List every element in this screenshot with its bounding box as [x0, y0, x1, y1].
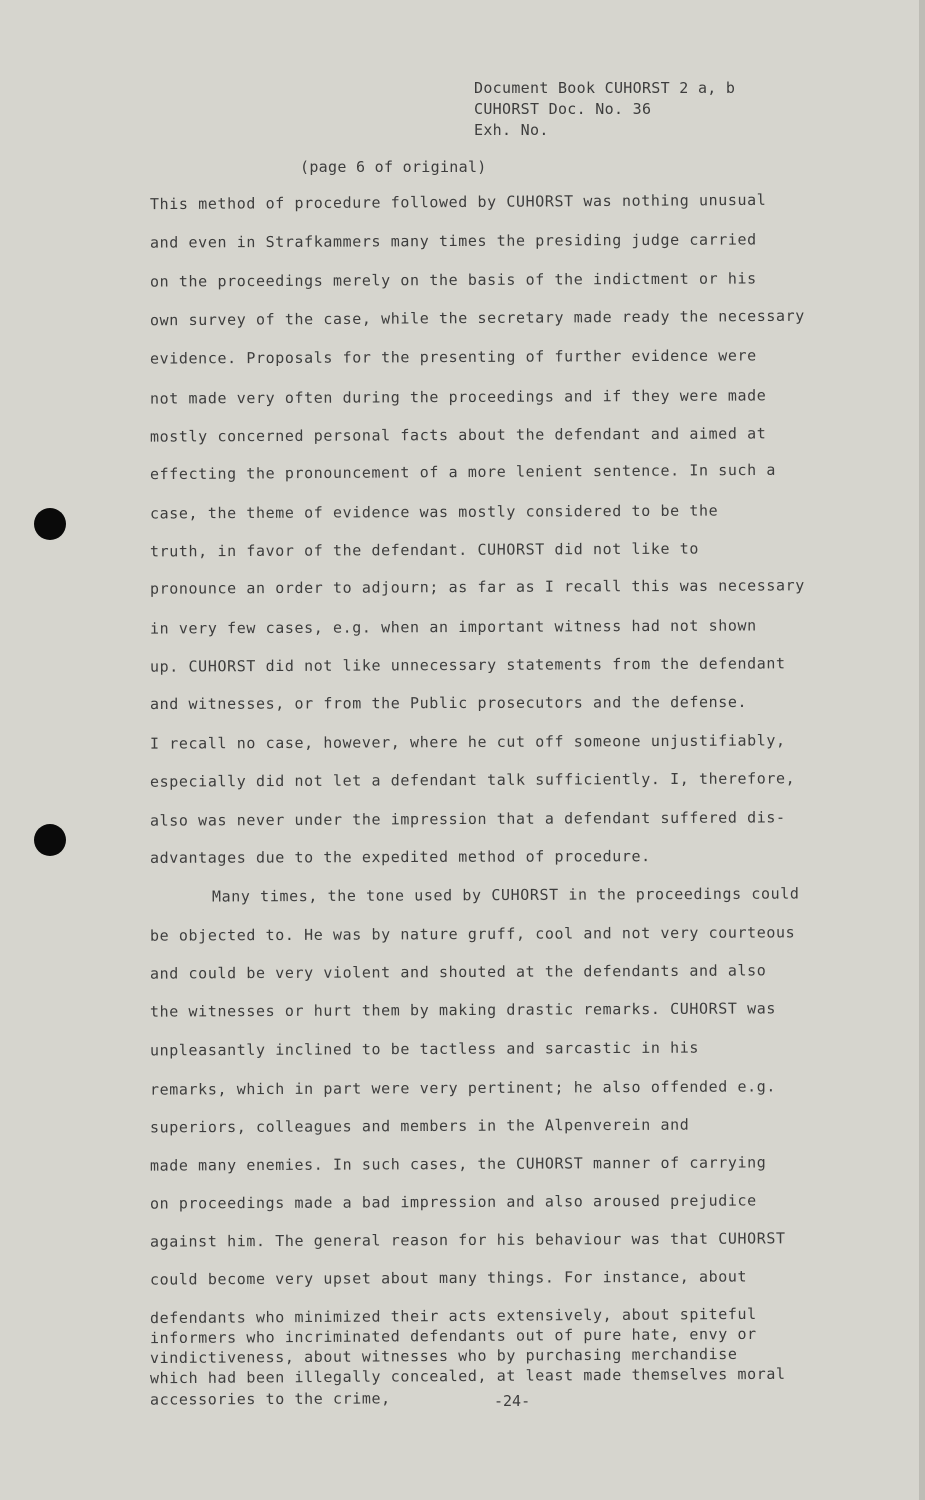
body-line-11: pronounce an order to adjourn; as far as I recall this was necessary [149, 576, 805, 598]
body-line-14: and witnesses, or from the Public prosecutors and the defense. [149, 692, 748, 714]
body-line-23: unpleasantly inclined to be tactless and sarcastic in his [149, 1038, 699, 1060]
body-line-4: own survey of the case, while the secretary made ready the necessary [149, 306, 805, 330]
body-line-25: superiors, colleagues and members in the Alpenverein and [149, 1115, 690, 1137]
body-line-19: Many times, the tone used by CUHORST in the proceedings could [211, 884, 800, 906]
page-edge-shadow [919, 0, 925, 1500]
page-of-original-note: (page 6 of original) [300, 158, 487, 176]
body-line-32: vindictiveness, about witnesses who by purchasing merchandise [149, 1344, 738, 1368]
body-line-31: informers who incriminated defendants out of pure hate, envy or [149, 1324, 757, 1348]
body-line-5: evidence. Proposals for the presenting of further evidence were [149, 346, 757, 368]
body-line-9: case, the theme of evidence was mostly considered to be the [149, 501, 719, 523]
body-line-29: could become very upset about many things. For instance, about [149, 1267, 748, 1289]
body-line-2: and even in Strafkammers many times the presiding judge carried [149, 230, 757, 252]
body-line-6: not made very often during the proceedings and if they were made [149, 386, 767, 408]
body-line-10: truth, in favor of the defendant. CUHORST did not like to [149, 539, 699, 561]
page-number: -24- [494, 1392, 531, 1410]
body-line-1: This method of procedure followed by CUHORST was nothing unusual [149, 190, 767, 214]
body-line-27: on proceedings made a bad impression and also aroused prejudice [149, 1191, 757, 1213]
body-line-18: advantages due to the expedited method of procedure. [149, 847, 651, 867]
body-line-3: on the proceedings merely on the basis of the indictment or his [149, 269, 757, 291]
header-exhibit-number: Exh. No. [474, 121, 549, 139]
header-document-book: Document Book CUHORST 2 a, b [474, 79, 736, 97]
body-line-7: mostly concerned personal facts about the defendant and aimed at [149, 424, 767, 446]
punch-hole-upper [34, 508, 66, 540]
body-line-26: made many enemies. In such cases, the CUHORST manner of carrying [149, 1153, 767, 1175]
body-line-21: and could be very violent and shouted at the defendants and also [149, 961, 767, 983]
body-line-33: which had been illegally concealed, at least made themselves moral [149, 1364, 786, 1388]
body-line-13: up. CUHORST did not like unnecessary statements from the defendant [149, 654, 786, 676]
body-line-24: remarks, which in part were very pertinent; he also offended e.g. [149, 1077, 777, 1099]
body-line-34: accessories to the crime, [149, 1389, 391, 1409]
body-line-16: especially did not let a defendant talk sufficiently. I, therefore, [149, 769, 796, 791]
body-line-30: defendants who minimized their acts extensively, about spiteful [149, 1304, 757, 1328]
header-doc-number: CUHORST Doc. No. 36 [474, 100, 652, 118]
body-line-28: against him. The general reason for his behaviour was that CUHORST [149, 1229, 786, 1251]
body-line-22: the witnesses or hurt them by making drastic remarks. CUHORST was [149, 999, 777, 1021]
body-line-12: in very few cases, e.g. when an important witness had not shown [149, 616, 757, 638]
body-line-15: I recall no case, however, where he cut off someone unjustifiably, [149, 731, 786, 753]
body-line-8: effecting the pronouncement of a more lenient sentence. In such a [149, 460, 777, 484]
body-line-20: be objected to. He was by nature gruff, cool and not very courteous [149, 923, 796, 945]
body-line-17: also was never under the impression that a defendant suffered dis- [149, 808, 786, 830]
document-header [474, 78, 735, 141]
punch-hole-lower [34, 824, 66, 856]
